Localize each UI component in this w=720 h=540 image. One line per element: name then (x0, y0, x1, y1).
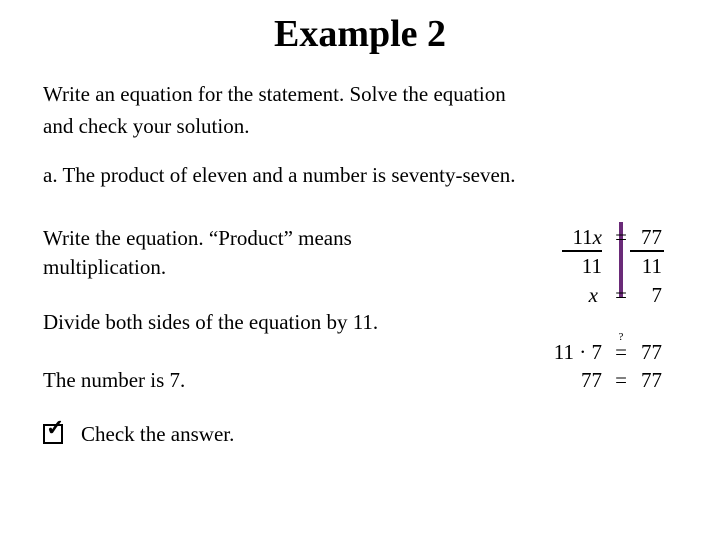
instructions-line-2: and check your solution. (43, 114, 250, 138)
final-right: 77 (641, 368, 662, 392)
equation-left: 11x (572, 225, 602, 249)
check-equals: = (615, 340, 627, 364)
divisor-left: 11 (581, 254, 602, 278)
equation-equals: = (615, 225, 627, 249)
step-write-line-1: Write the equation. “Product” means (43, 226, 352, 250)
fraction-bar-left (562, 250, 602, 252)
question-mark: ? (618, 331, 624, 343)
step-write-equation (43, 224, 352, 282)
final-left: 77 (581, 368, 602, 392)
check-right: 77 (641, 340, 662, 364)
solution-equals: = (615, 283, 627, 307)
fraction-bar-right (630, 250, 664, 252)
check-answer-row (43, 414, 235, 447)
step-write-line-2: multiplication. (43, 255, 167, 279)
instructions (43, 78, 506, 142)
final-equals: = (615, 368, 627, 392)
checkbox-checked-icon: ✓ (43, 424, 63, 444)
solution-right: 7 (651, 283, 662, 307)
check-answer-label: Check the answer. (81, 422, 235, 446)
step-divide: Divide both sides of the equation by 11. (43, 310, 379, 334)
step-answer: The number is 7. (43, 368, 186, 392)
solution-left: x (588, 283, 598, 307)
problem-statement: a. The product of eleven and a number is seventy-seven. (43, 163, 516, 187)
divisor-right: 11 (641, 254, 662, 278)
slide-title: Example 2 (273, 13, 447, 55)
equation-right: 77 (641, 225, 662, 249)
instructions-line-1: Write an equation for the statement. Solve the equation (43, 82, 506, 106)
check-left: 11 · 7 (553, 340, 602, 364)
